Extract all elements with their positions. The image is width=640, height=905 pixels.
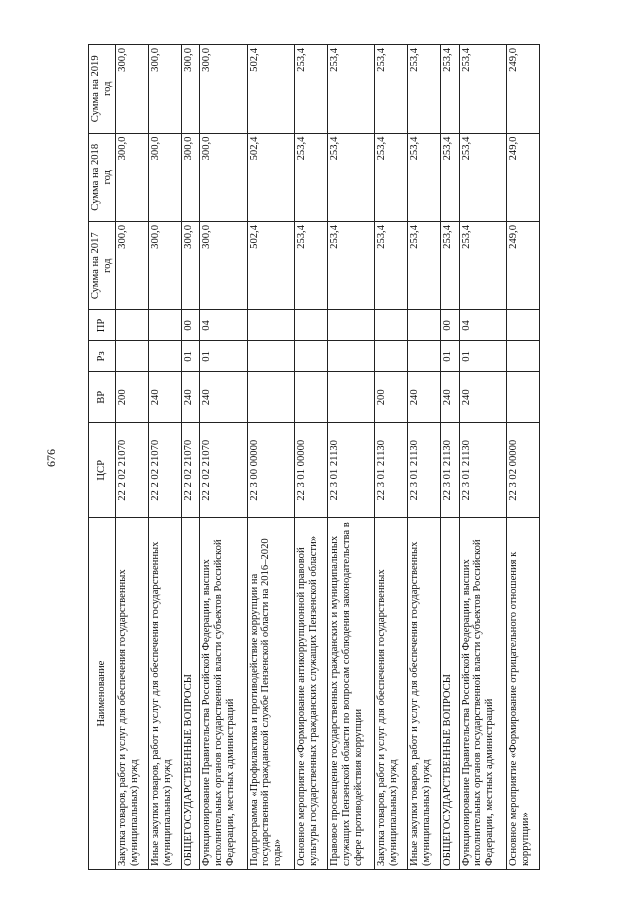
cell-sum-2017: 253,4: [459, 222, 507, 310]
cell-sum-2018: 253,4: [375, 133, 408, 221]
cell-sum-2019: 253,4: [327, 45, 375, 134]
cell-vr: 200: [115, 372, 148, 423]
cell-pr: [115, 310, 148, 341]
cell-sum-2017: 300,0: [148, 222, 181, 310]
cell-sum-2019: 253,4: [408, 45, 441, 134]
cell-sum-2017: 249,0: [507, 222, 540, 310]
cell-vr: [295, 372, 328, 423]
table-row: [375, 45, 408, 870]
header-csr: ЦСР: [89, 423, 116, 518]
header-sum-2018: Сумма на 2018 год: [89, 133, 116, 221]
cell-sum-2018: 300,0: [181, 133, 199, 221]
table-row: [327, 45, 375, 870]
cell-csr: 22 3 01 21130: [327, 423, 375, 518]
cell-sum-2019: 300,0: [200, 45, 248, 134]
table-row: [148, 45, 181, 870]
cell-name: Основное мероприятие «Формирование антикоррупционной правовой культуры государственных гражданских служащих Пензенской области»: [295, 518, 328, 870]
cell-sum-2018: 300,0: [148, 133, 181, 221]
header-name: Наименование: [89, 518, 116, 870]
cell-csr: 22 3 01 00000: [295, 423, 328, 518]
cell-rz: 01: [459, 341, 507, 372]
cell-name: Закупка товаров, работ и услуг для обеспечения государственных (муниципальных) нужд: [115, 518, 148, 870]
cell-vr: [247, 372, 295, 423]
cell-rz: [148, 341, 181, 372]
budget-table: [88, 44, 540, 870]
cell-sum-2019: 253,4: [375, 45, 408, 134]
cell-vr: 240: [148, 372, 181, 423]
cell-pr: [375, 310, 408, 341]
table-row: [459, 45, 507, 870]
cell-rz: 01: [200, 341, 248, 372]
cell-sum-2017: 253,4: [408, 222, 441, 310]
cell-sum-2018: 253,4: [408, 133, 441, 221]
cell-rz: [408, 341, 441, 372]
cell-rz: [247, 341, 295, 372]
page-number: 676: [44, 449, 58, 467]
cell-csr: 22 2 02 21070: [200, 423, 248, 518]
cell-rz: [115, 341, 148, 372]
header-sum-2019: Сумма на 2019 год: [89, 45, 116, 134]
cell-sum-2018: 253,4: [327, 133, 375, 221]
cell-rz: [507, 341, 540, 372]
cell-rz: [327, 341, 375, 372]
cell-sum-2017: 253,4: [441, 222, 459, 310]
table-body: [115, 45, 539, 870]
table-row: [441, 45, 459, 870]
cell-sum-2019: 300,0: [115, 45, 148, 134]
cell-pr: [148, 310, 181, 341]
cell-sum-2019: 253,4: [441, 45, 459, 134]
table-row: [181, 45, 199, 870]
table-header-row: [89, 45, 116, 870]
header-sum-2017: Сумма на 2017 год: [89, 222, 116, 310]
cell-vr: 240: [441, 372, 459, 423]
cell-csr: 22 3 01 21130: [408, 423, 441, 518]
cell-sum-2017: 253,4: [327, 222, 375, 310]
cell-csr: 22 3 01 21130: [375, 423, 408, 518]
cell-rz: [295, 341, 328, 372]
cell-sum-2019: 300,0: [181, 45, 199, 134]
cell-sum-2019: 253,4: [459, 45, 507, 134]
cell-pr: 00: [441, 310, 459, 341]
header-vr: ВР: [89, 372, 116, 423]
cell-sum-2017: 253,4: [295, 222, 328, 310]
cell-vr: 240: [200, 372, 248, 423]
cell-pr: [507, 310, 540, 341]
cell-rz: 01: [181, 341, 199, 372]
table-row: [200, 45, 248, 870]
cell-vr: 240: [408, 372, 441, 423]
cell-vr: 200: [375, 372, 408, 423]
cell-sum-2019: 253,4: [295, 45, 328, 134]
cell-csr: 22 2 02 21070: [181, 423, 199, 518]
cell-sum-2018: 300,0: [200, 133, 248, 221]
cell-name: Подпрограмма «Профилактика и противодействие коррупции на государственной гражданской службе Пензенской области на 2016–2020 годы»: [247, 518, 295, 870]
cell-rz: 01: [441, 341, 459, 372]
cell-csr: 22 3 01 21130: [441, 423, 459, 518]
cell-csr: 22 2 02 21070: [148, 423, 181, 518]
cell-sum-2019: 300,0: [148, 45, 181, 134]
cell-name: Функционирование Правительства Российской Федерации, высших исполнительных органов государственной власти субъектов Российской Федерации, местных администраций: [459, 518, 507, 870]
cell-sum-2018: 253,4: [459, 133, 507, 221]
cell-name: Закупка товаров, работ и услуг для обеспечения государственных (муниципальных) нужд: [375, 518, 408, 870]
cell-sum-2018: 300,0: [115, 133, 148, 221]
cell-pr: 04: [459, 310, 507, 341]
cell-vr: [507, 372, 540, 423]
cell-sum-2017: 300,0: [200, 222, 248, 310]
cell-sum-2019: 249,0: [507, 45, 540, 134]
cell-name: Основное мероприятие «Формирование отрицательного отношения к коррупции»: [507, 518, 540, 870]
table-row: [507, 45, 540, 870]
cell-pr: 04: [200, 310, 248, 341]
cell-name: ОБЩЕГОСУДАРСТВЕННЫЕ ВОПРОСЫ: [181, 518, 199, 870]
cell-pr: 00: [181, 310, 199, 341]
cell-sum-2018: 253,4: [441, 133, 459, 221]
table-row: [247, 45, 295, 870]
cell-rz: [375, 341, 408, 372]
cell-sum-2017: 253,4: [375, 222, 408, 310]
cell-name: ОБЩЕГОСУДАРСТВЕННЫЕ ВОПРОСЫ: [441, 518, 459, 870]
cell-sum-2018: 502,4: [247, 133, 295, 221]
rotated-table-wrapper: [88, 44, 540, 870]
cell-pr: [327, 310, 375, 341]
table-row: [295, 45, 328, 870]
cell-csr: 22 3 00 00000: [247, 423, 295, 518]
cell-pr: [247, 310, 295, 341]
table-row: [408, 45, 441, 870]
cell-csr: 22 3 02 00000: [507, 423, 540, 518]
cell-sum-2018: 249,0: [507, 133, 540, 221]
cell-pr: [295, 310, 328, 341]
cell-sum-2017: 502,4: [247, 222, 295, 310]
cell-name: Иные закупки товаров, работ и услуг для обеспечения государственных (муниципальных) нужд: [148, 518, 181, 870]
cell-name: Функционирование Правительства Российской Федерации, высших исполнительных органов государственной власти субъектов Российской Федерации, местных администраций: [200, 518, 248, 870]
table-row: [115, 45, 148, 870]
cell-csr: 22 2 02 21070: [115, 423, 148, 518]
cell-name: Иные закупки товаров, работ и услуг для обеспечения государственных (муниципальных) нужд: [408, 518, 441, 870]
cell-pr: [408, 310, 441, 341]
cell-sum-2018: 253,4: [295, 133, 328, 221]
cell-sum-2017: 300,0: [181, 222, 199, 310]
cell-sum-2019: 502,4: [247, 45, 295, 134]
header-pr: ПР: [89, 310, 116, 341]
cell-vr: 240: [181, 372, 199, 423]
cell-name: Правовое просвещение государственных гражданских и муниципальных служащих Пензенской области по вопросам соблюдения законодательства в сфере противодействия коррупции: [327, 518, 375, 870]
cell-csr: 22 3 01 21130: [459, 423, 507, 518]
header-rz: Рз: [89, 341, 116, 372]
cell-vr: 240: [459, 372, 507, 423]
cell-vr: [327, 372, 375, 423]
cell-sum-2017: 300,0: [115, 222, 148, 310]
